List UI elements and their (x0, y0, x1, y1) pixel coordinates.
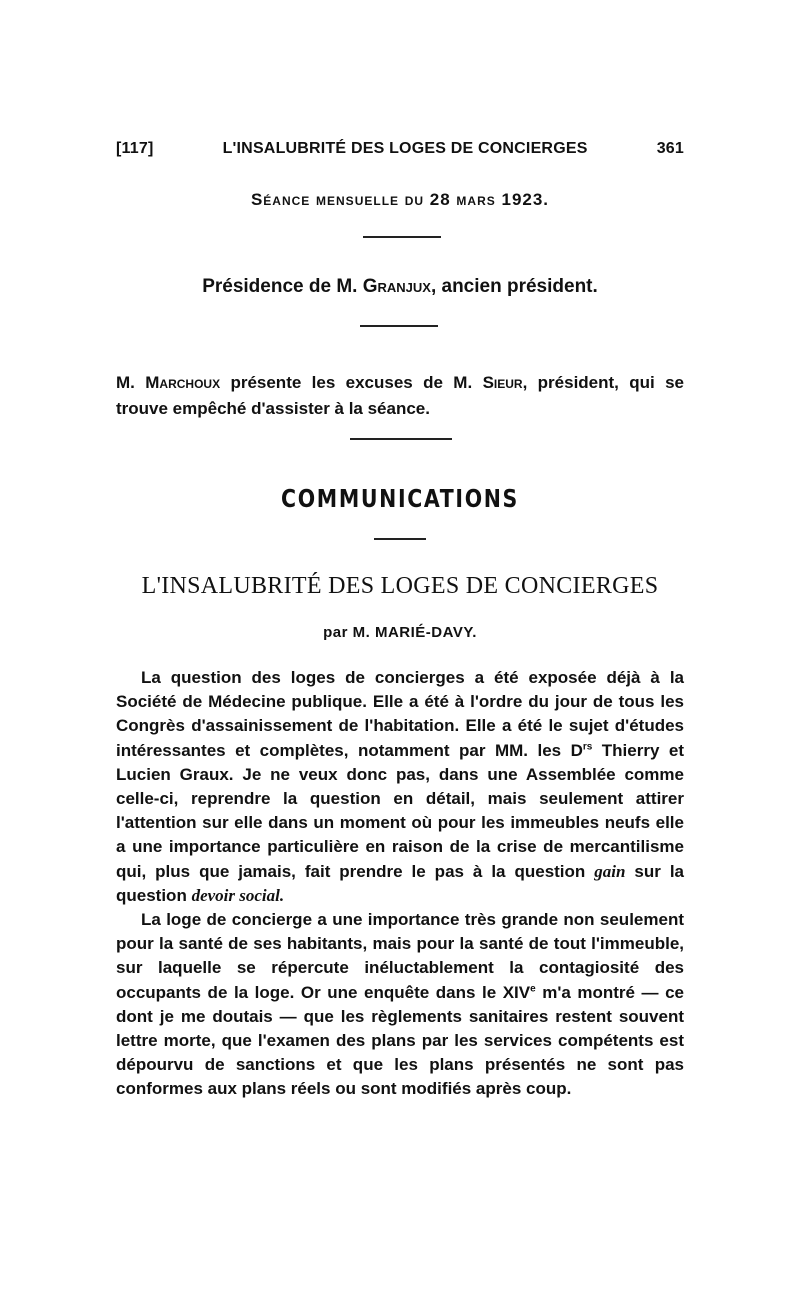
article-byline: par M. MARIÉ-DAVY. (323, 624, 477, 641)
text-run: La question des loges de concierges a été exposée déjà à la Société de Médecine publique. Elle a été à l'ordre du jour de tous les Congrès d'assainissement de l'habitation. Elle a été le sujet d'études intéressantes et complètes, notamment par MM. les D (116, 668, 684, 760)
excuses-mid: présente les excuses de M. (220, 373, 483, 392)
divider-rule (360, 325, 438, 327)
superscript: rs (582, 740, 593, 752)
running-head-title: L'INSALUBRITÉ DES LOGES DE CONCIERGES (222, 140, 588, 157)
presidency-suffix: , ancien président. (430, 276, 598, 297)
text-run: sur la question (116, 861, 684, 905)
excuses-m1: M. (116, 373, 146, 392)
italic-term: gain (594, 861, 626, 881)
text-run: m'a montré — ce dont je me doutais — que les règlements sanitaires restent souvent lettre morte, que l'examen des plans par les services compétents est dépourvu de sanctions et que les plans présentés ne sont pas conformes aux plans réels ou sont modifiés après coup. (116, 982, 684, 1099)
text-run: La loge de concierge a une importance très grande non seulement pour la santé de ses habitants, mais pour la santé de tout l'immeuble, sur laquelle se répercute inéluctablement la contagiosité des occupants de la loge. Or une enquête dans le XIV (116, 910, 684, 1002)
body-paragraph (116, 666, 684, 908)
session-title: Séance mensuelle du 28 mars 1923. (250, 190, 550, 209)
text-run: Thierry et Lucien Graux. Je ne veux donc pas, dans une Assemblée comme celle-ci, reprendre la question en détail, mais seulement attirer l'attention sur elle dans un moment où pour les immeubles neufs elle a une importance particulière en raison de la crise de mercantilisme qui, plus que jamais, fait prendre le pas à la question (116, 740, 684, 881)
presidency-prefix: Présidence de M. (202, 276, 363, 297)
superscript: e (530, 982, 536, 994)
running-head (116, 140, 684, 158)
presidency-line (0, 276, 800, 298)
divider-rule (374, 538, 426, 540)
article-body (116, 666, 684, 1102)
excuses-end: , président, qui se trouve empêché d'assister à la séance. (116, 373, 685, 418)
body-paragraph (116, 908, 684, 1102)
excuses-name2: Sieur (482, 373, 523, 392)
divider-rule (350, 438, 452, 440)
running-head-left: [117] (116, 140, 154, 157)
divider-rule (363, 236, 441, 238)
excuses-paragraph (116, 370, 684, 422)
italic-term: devoir social. (191, 885, 285, 905)
section-heading: COMMUNICATIONS (281, 484, 519, 513)
presidency-name: Granjux (362, 276, 431, 297)
page-number: 361 (656, 140, 684, 157)
excuses-name1: Marchoux (145, 373, 221, 392)
article-title: L'INSALUBRITÉ DES LOGES DE CONCIERGES (141, 573, 659, 599)
